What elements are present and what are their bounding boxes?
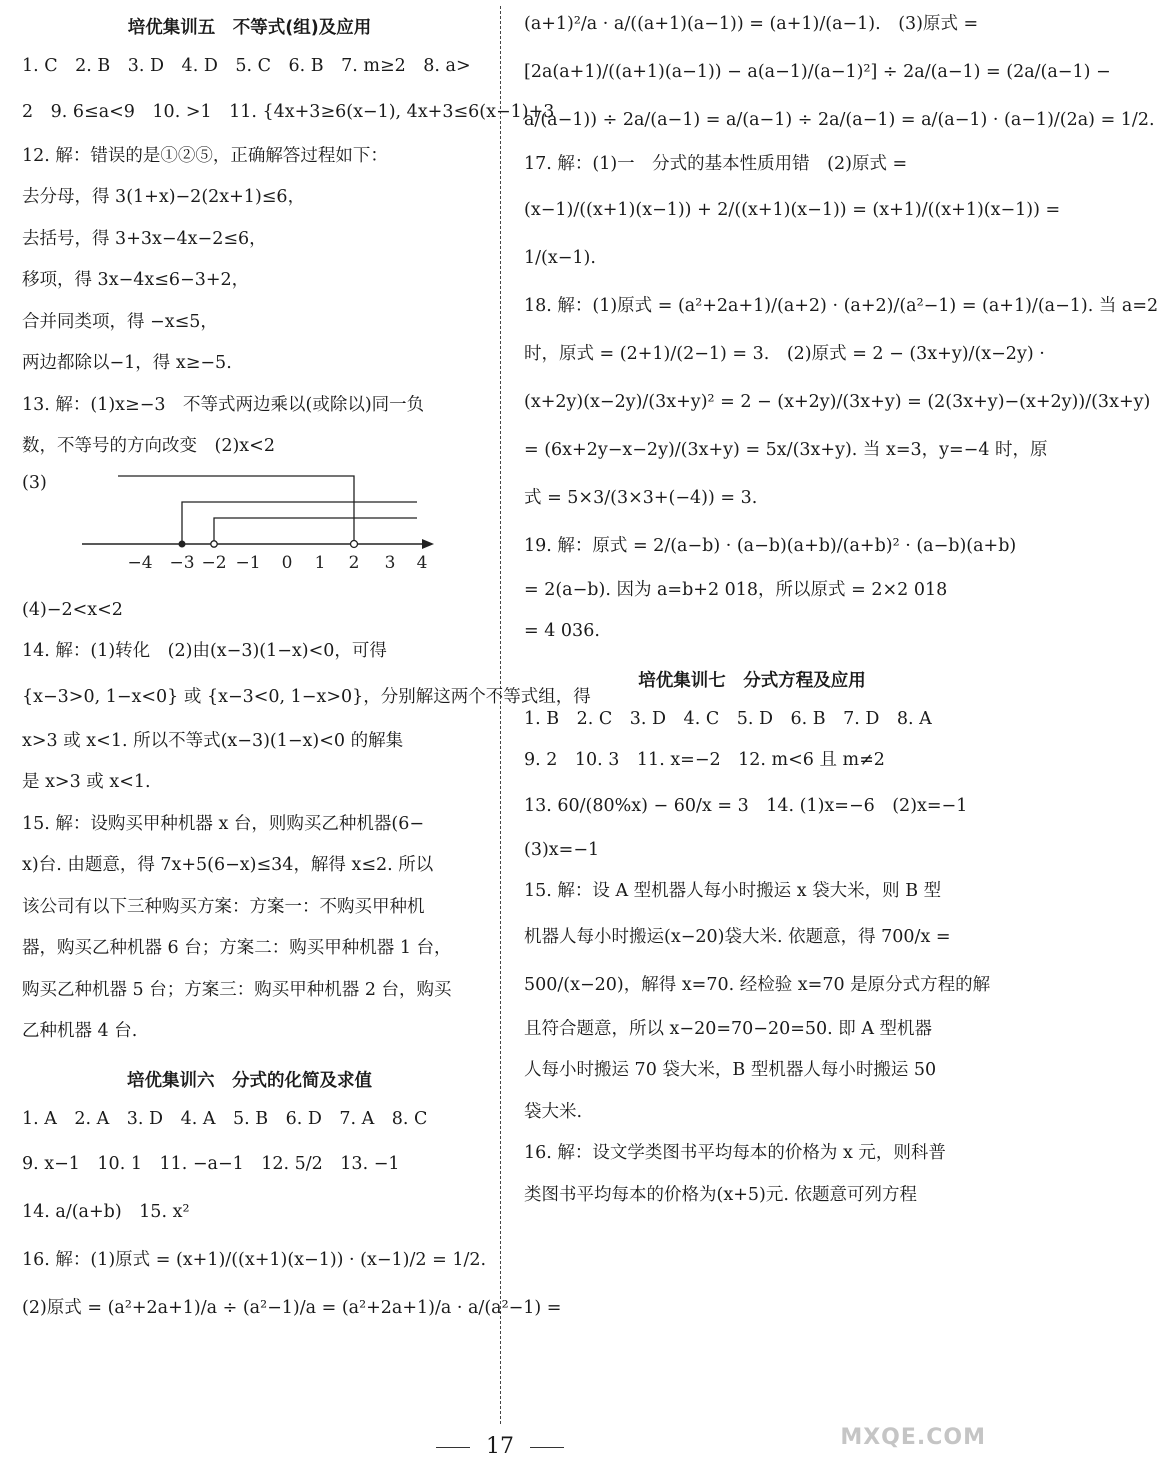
answer-line: 18. 解：(1)原式 = (a²+2a+1)/(a+2) · (a+2)/(a²−1) = (a+1)/(a−1). 当 a=2 <box>524 295 1158 316</box>
footer-dash-left <box>436 1447 470 1448</box>
answer-line: 合并同类项，得 −x≤5， <box>22 311 218 332</box>
answer-line: 去括号，得 3+3x−4x−2≤6， <box>22 228 267 249</box>
answer-line: (x−1)/((x+1)(x−1)) + 2/((x+1)(x−1)) = (x+1)/((x+1)(x−1)) = <box>524 199 1061 220</box>
watermark-text: MXQE.COM <box>840 1425 986 1450</box>
number-line-diagram <box>62 468 442 590</box>
answer-line: 时，原式 = (2+1)/(2−1) = 3. (2)原式 = 2 − (3x+y)/(x−2y) · <box>524 343 1045 364</box>
answer-line: 15. 解：设 A 型机器人每小时搬运 x 袋大米，则 B 型 <box>524 881 942 901</box>
answer-line: 该公司有以下三种购买方案：方案一：不购买甲种机 <box>22 896 425 917</box>
number-line-figure <box>22 468 477 590</box>
answer-line: 乙种机器 4 台. <box>22 1021 138 1041</box>
tick-label: 3 <box>384 552 396 573</box>
answer-line: 1. B 2. C 3. D 4. C 5. D 6. B 7. D 8. A <box>524 708 932 729</box>
tick-label: −3 <box>169 552 195 573</box>
closed-point-neg3 <box>179 540 186 547</box>
answer-line: 14. a/(a+b) 15. x² <box>22 1202 190 1222</box>
answer-line: 14. 解：(1)转化 (2)由(x−3)(1−x)<0，可得 <box>22 641 387 661</box>
answer-line: x)台. 由题意，得 7x+5(6−x)≤34，解得 x≤2. 所以 <box>22 855 434 875</box>
bar-x-le-2 <box>118 476 354 544</box>
axis-arrow-icon <box>422 539 434 549</box>
tick-label: 4 <box>416 552 428 573</box>
answer-line: 16. 解：(1)原式 = (x+1)/((x+1)(x−1)) · (x−1)/2 = 1/2. <box>22 1250 487 1270</box>
answer-line: a/(a−1)) ÷ 2a/(a−1) = a/(a−1) ÷ 2a/(a−1) = a/(a−1) · (a−1)/(2a) = 1/2. <box>524 110 1155 130</box>
answer-line: 9. 2 10. 3 11. x=−2 12. m<6 且 m≠2 <box>524 750 885 770</box>
open-point-2 <box>351 540 358 547</box>
answer-line: 两边都除以−1，得 x≥−5. <box>22 353 232 373</box>
bar-x-gt-neg2 <box>214 518 417 544</box>
answer-line: 17. 解：(1)一 分式的基本性质用错 (2)原式 = <box>524 154 908 174</box>
watermark-logo <box>840 1425 986 1450</box>
answer-line: 2 9. 6≤a<9 10. >1 11. {4x+3≥6(x−1), 4x+3≤6(x−1)+3 <box>22 101 555 122</box>
answer-line: 13. 解：(1)x≥−3 不等式两边乘以(或除以)同一负 <box>22 394 425 415</box>
tick-label: −1 <box>235 552 261 573</box>
section-7-title: 培优集训七 分式方程及应用 <box>638 670 866 691</box>
answer-line: 类图书平均每本的价格为(x+5)元. 依题意可列方程 <box>524 1184 917 1205</box>
answer-line: 袋大米. <box>524 1101 583 1122</box>
tick-label: −2 <box>201 552 227 573</box>
answer-line: 机器人每小时搬运(x−20)袋大米. 依题意，得 700/x = <box>524 926 951 947</box>
footer-dash-right <box>530 1447 564 1448</box>
tick-label: 0 <box>281 552 293 573</box>
open-point-neg2 <box>211 540 217 546</box>
answer-line: 移项，得 3x−4x≤6−3+2， <box>22 270 250 290</box>
answer-line: 16. 解：设文学类图书平均每本的价格为 x 元，则科普 <box>524 1143 946 1163</box>
tick-label: 1 <box>314 552 326 573</box>
answer-line: 1. C 2. B 3. D 4. D 5. C 6. B 7. m≥2 8. a> <box>22 56 471 76</box>
answer-line: (4)−2<x<2 <box>22 599 123 620</box>
answer-line: (2)原式 = (a²+2a+1)/a ÷ (a²−1)/a = (a²+2a+1)/a · a/(a²−1) = <box>22 1298 562 1318</box>
page-number: 17 <box>486 1434 514 1459</box>
answer-line: 购买乙种机器 5 台；方案三：购买甲种机器 2 台，购买 <box>22 979 452 1000</box>
section-5-title: 培优集训五 不等式(组)及应用 <box>127 18 372 38</box>
answer-line: 15. 解：设购买甲种机器 x 台，则购买乙种机器(6− <box>22 813 425 834</box>
answer-line: 数，不等号的方向改变 (2)x<2 <box>22 436 275 456</box>
answer-line: 1/(x−1). <box>524 247 596 268</box>
answer-line: (x+2y)(x−2y)/(3x+y)² = 2 − (x+2y)/(3x+y) = (2(3x+y)−(x+2y))/(3x+y) <box>524 391 1151 412</box>
answer-line: 式 = 5×3/(3×3+(−4)) = 3. <box>524 487 758 508</box>
answer-line: 人每小时搬运 70 袋大米，B 型机器人每小时搬运 50 <box>524 1060 937 1080</box>
bar-x-ge-neg3 <box>182 502 417 544</box>
answer-line: {x−3>0, 1−x<0} 或 {x−3<0, 1−x>0}，分别解这两个不等式组，得 <box>22 686 591 707</box>
answer-line: 是 x>3 或 x<1. <box>22 772 151 792</box>
tick-label: −4 <box>127 552 153 573</box>
section-6-title: 培优集训六 分式的化简及求值 <box>127 1070 372 1091</box>
column-divider <box>500 6 501 1424</box>
answer-line: (3)x=−1 <box>524 839 600 860</box>
tick-label: 2 <box>348 552 360 573</box>
answer-line: = 4 036. <box>524 621 600 641</box>
answer-line: = (6x+2y−x−2y)/(3x+y) = 5x/(3x+y). 当 x=3，y=−4 时，原 <box>524 439 1048 460</box>
answer-line: 器，购买乙种机器 6 台；方案二：购买甲种机器 1 台， <box>22 938 452 958</box>
answer-line: 9. x−1 10. 1 11. −a−1 12. 5/2 13. −1 <box>22 1154 400 1174</box>
answer-line: 13. 60/(80%x) − 60/x = 3 14. (1)x=−6 (2)x=−1 <box>524 795 968 816</box>
answer-line: x>3 或 x<1. 所以不等式(x−3)(1−x)<0 的解集 <box>22 730 404 751</box>
answer-line: 500/(x−20)，解得 x=70. 经检验 x=70 是原分式方程的解 <box>524 974 991 995</box>
answer-line: [2a(a+1)/((a+1)(a−1)) − a(a−1)/(a−1)²] ÷ 2a/(a−1) = (2a/(a−1) − <box>524 62 1111 82</box>
answer-line: 1. A 2. A 3. D 4. A 5. B 6. D 7. A 8. C <box>22 1108 428 1129</box>
answer-line: 去分母，得 3(1+x)−2(2x+1)≤6， <box>22 187 306 207</box>
answer-line: 19. 解：原式 = 2/(a−b) · (a−b)(a+b)/(a+b)² · (a−b)(a+b) <box>524 535 1017 556</box>
answer-line: 且符合题意，所以 x−20=70−20=50. 即 A 型机器 <box>524 1018 933 1039</box>
right-column <box>524 0 1158 1216</box>
answer-line: = 2(a−b). 因为 a=b+2 018，所以原式 = 2×2 018 <box>524 579 948 600</box>
answer-line: 12. 解：错误的是①②⑤，正确解答过程如下： <box>22 145 388 166</box>
figure-label: (3) <box>22 472 47 493</box>
answer-line: (a+1)²/a · a/((a+1)(a−1)) = (a+1)/(a−1). (3)原式 = <box>524 14 979 34</box>
